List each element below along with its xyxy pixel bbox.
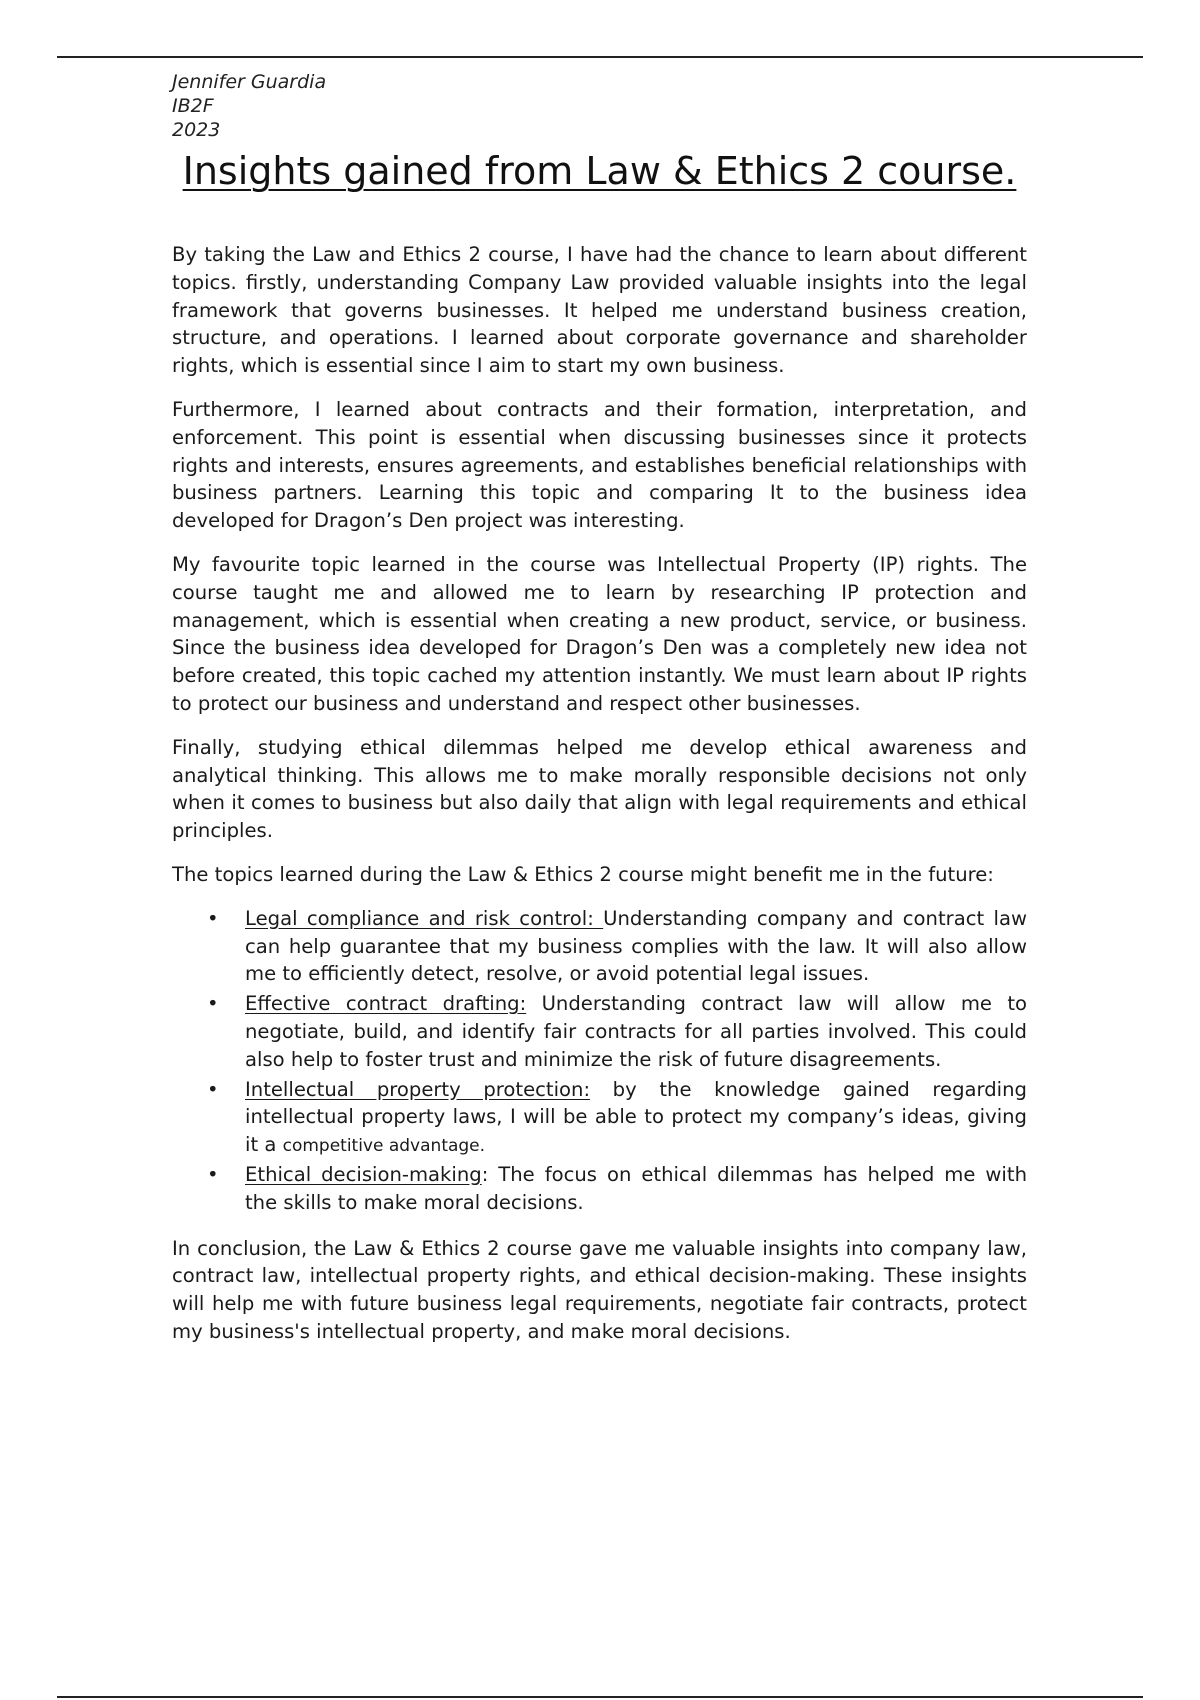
document-body (172, 241, 1027, 1346)
bullet-term: Ethical decision-making (245, 1162, 482, 1186)
bullet-term: Legal compliance and risk control: (245, 906, 604, 930)
bullet-term: Intellectual property protection: (245, 1077, 591, 1101)
bullet-marker: • (207, 1077, 219, 1101)
list-item (207, 1076, 1027, 1161)
bullet-term: Effective contract drafting: (245, 992, 527, 1016)
bottom-rule (57, 1696, 1143, 1698)
class-code: IB2F (172, 95, 214, 117)
bullet-text-small: competitive advantage. (282, 1136, 486, 1157)
header-block (172, 70, 1027, 142)
bullet-marker: • (207, 992, 219, 1016)
bullet-text: Understanding contract law will allow me to negotiate, build, and identify fair contracts for all parties involved. This could also help to foster trust and minimize the risk of future disagreements. (245, 992, 1027, 1071)
bullet-text: by the knowledge gained regarding intellectual property laws, I will be able to protect my company’s ideas, giving it a (245, 1077, 1027, 1157)
paragraph-contracts: Furthermore, I learned about contracts and their formation, interpretation, and enforcement. This point is essential when discussing businesses since it protects rights and interests, ensures agreements, and establishes beneficial relationships with business partners. Learning this topic and comparing It to the business idea developed for Dragon’s Den project was interesting. (172, 397, 1027, 533)
paragraph-benefits-intro: The topics learned during the Law & Ethics 2 course might benefit me in the future: (172, 862, 994, 886)
list-item (207, 905, 1027, 990)
author-name: Jennifer Guardia (172, 71, 327, 93)
list-item (207, 990, 1027, 1075)
document-title: Insights gained from Law & Ethics 2 course. (182, 149, 1017, 193)
paragraph-company-law: By taking the Law and Ethics 2 course, I have had the chance to learn about different topics. firstly, understanding Company Law provided valuable insights into the legal framework that governs businesses. It helped me understand business creation, structure, and operations. I learned about corporate governance and shareholder rights, which is essential since I aim to start my own business. (172, 243, 1027, 378)
benefits-list (172, 905, 1027, 1219)
paragraph-ethics: Finally, studying ethical dilemmas helped me develop ethical awareness and analytical thinking. This allows me to make morally responsible decisions not only when it comes to business but also daily that align with legal requirements and ethical principles. (172, 735, 1027, 843)
bullet-text: : The focus on ethical dilemmas has helped me with the skills to make moral decisions. (245, 1162, 1027, 1214)
bullet-marker: • (207, 1162, 219, 1186)
document-page (172, 70, 1027, 1362)
paragraph-intellectual-property: My favourite topic learned in the course was Intellectual Property (IP) rights. The course taught me and allowed me to learn by researching IP protection and management, which is essential when creating a new product, service, or business. Since the business idea developed for Dragon’s Den was a completely new idea not before created, this topic cached my attention instantly. We must learn about IP rights to protect our business and understand and respect other businesses. (172, 552, 1027, 715)
top-rule (57, 56, 1143, 58)
bullet-text: Understanding company and contract law can help guarantee that my business complies with the law. It will also allow me to efficiently detect, resolve, or avoid potential legal issues. (245, 906, 1027, 986)
year: 2023 (172, 119, 221, 141)
list-item (207, 1161, 1027, 1219)
paragraph-conclusion: In conclusion, the Law & Ethics 2 course gave me valuable insights into company law, contract law, intellectual property rights, and ethical decision-making. These insights will help me with future business legal requirements, negotiate fair contracts, protect my business's intellectual property, and make moral decisions. (172, 1236, 1027, 1343)
bullet-marker: • (207, 906, 219, 930)
